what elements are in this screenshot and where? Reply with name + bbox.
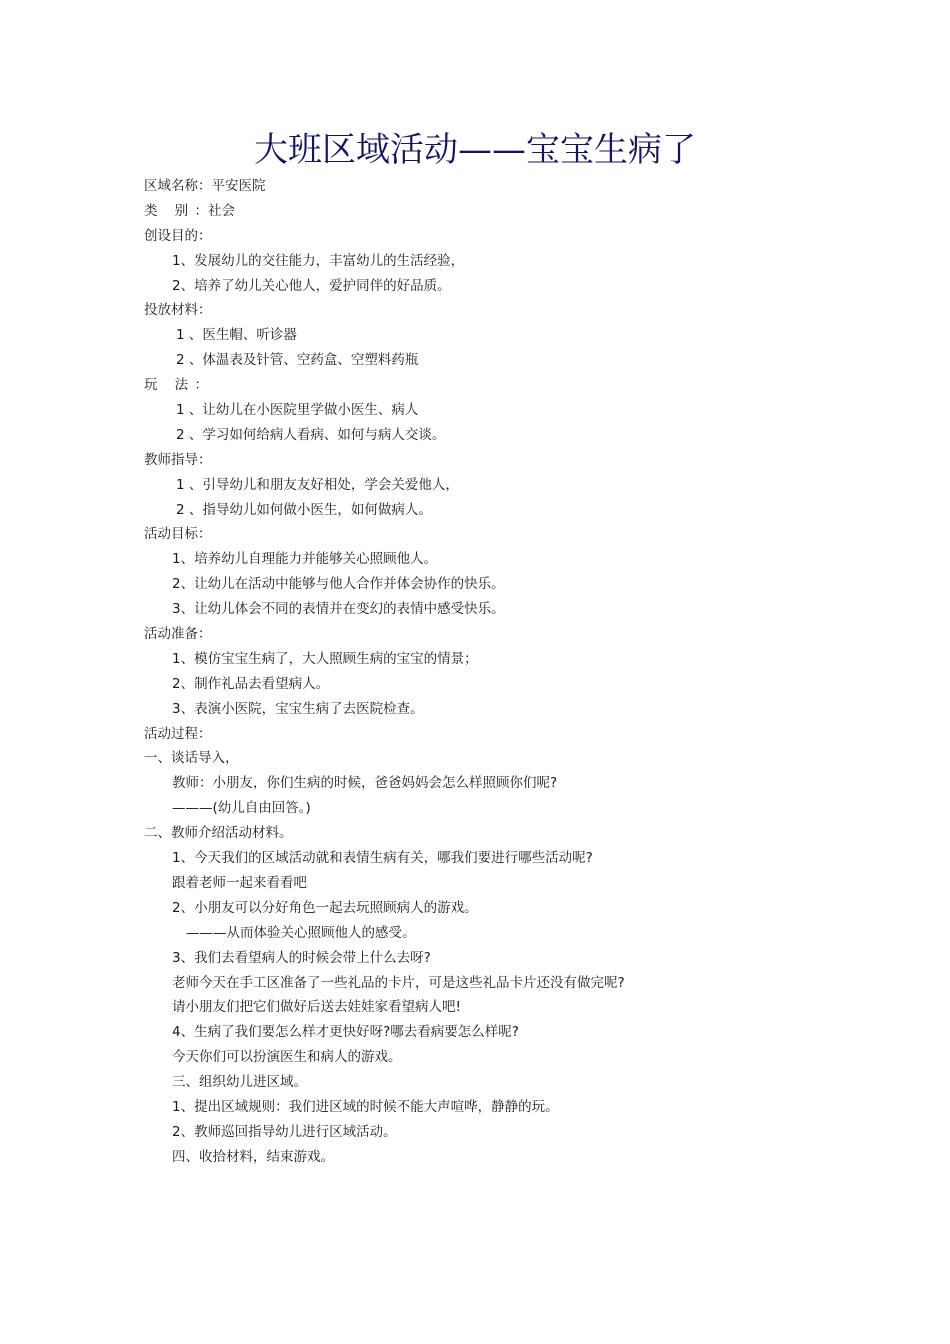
step4-heading: 四、收拾材料，结束游戏。: [172, 1148, 334, 1165]
document-body: [144, 174, 864, 1170]
category-value: 社会: [208, 202, 235, 219]
goals-item: 1、培养幼儿自理能力并能够关心照顾他人。: [172, 551, 438, 568]
step3-heading: 三、组织幼儿进区域。: [172, 1074, 307, 1091]
preparation-heading: 活动准备：: [144, 626, 212, 643]
guidance-item: 2 、指导幼儿如何做小医生，如何做病人。: [176, 501, 432, 518]
preparation-item: 2、制作礼品去看望病人。: [172, 675, 330, 692]
purpose-item: 1、发展幼儿的交往能力，丰富幼儿的生活经验，: [172, 252, 465, 269]
play-heading: [144, 373, 864, 398]
step1-line: 教师：小朋友，你们生病的时候，爸爸妈妈会怎么样照顾你们呢?: [172, 775, 558, 792]
step3-line: 2、教师巡回指导幼儿进行区域活动。: [172, 1123, 397, 1140]
purpose-item: 2、培养了幼儿关心他人，爱护同伴的好品质。: [172, 277, 451, 294]
step2-line: ———从而体验关心照顾他人的感受。: [186, 924, 416, 941]
purpose-heading: 创设目的：: [144, 227, 212, 244]
step2-line: 1、今天我们的区域活动就和表情生病有关，哪我们要进行哪些活动呢?: [172, 850, 593, 867]
step2-line: 请小朋友们把它们做好后送去娃娃家看望病人吧!: [172, 999, 461, 1016]
guidance-heading: 教师指导：: [144, 451, 212, 468]
materials-heading: 投放材料：: [144, 302, 212, 319]
goals-heading: 活动目标：: [144, 526, 212, 543]
play-item: 2 、学习如何给病人看病、如何与病人交谈。: [176, 426, 446, 443]
process-heading: 活动过程：: [144, 725, 212, 742]
step2-line: 今天你们可以扮演医生和病人的游戏。: [172, 1049, 402, 1066]
goals-item: 2、让幼儿在活动中能够与他人合作并体会协作的快乐。: [172, 576, 505, 593]
step2-heading: 二、教师介绍活动材料。: [144, 825, 293, 842]
category-line: [144, 199, 864, 224]
materials-item: 2 、体温表及针管、空药盒、空塑料药瓶: [176, 352, 419, 369]
step1-heading: 一、谈话导入，: [144, 750, 239, 767]
play-label: 玩 法：: [144, 377, 208, 394]
step2-line: 老师今天在手工区准备了一些礼品的卡片，可是这些礼品卡片还没有做完呢?: [172, 974, 625, 991]
step2-line: 跟着老师一起来看看吧: [172, 874, 307, 891]
preparation-item: 1、模仿宝宝生病了，大人照顾生病的宝宝的情景；: [172, 650, 478, 667]
preparation-item: 3、表演小医院，宝宝生病了去医院检查。: [172, 700, 424, 717]
category-label: 类 别：: [144, 202, 208, 219]
step2-line: 2、小朋友可以分好角色一起去玩照顾病人的游戏。: [172, 899, 478, 916]
step2-line: 4、生病了我们要怎么样才更快好呀?哪去看病要怎么样呢?: [172, 1024, 519, 1041]
document-title: 大班区域活动——宝宝生病了: [254, 130, 696, 170]
materials-item: 1 、医生帽、听诊器: [176, 327, 297, 344]
guidance-item: 1 、引导幼儿和朋友友好相处，学会关爱他人，: [176, 476, 459, 493]
step2-line: 3、我们去看望病人的时候会带上什么去呀?: [172, 949, 431, 966]
play-item: 1 、让幼儿在小医院里学做小医生、病人: [176, 402, 419, 419]
step3-line: 1、提出区域规则：我们进区域的时候不能大声喧哗，静静的玩。: [172, 1098, 559, 1115]
step1-line: ———(幼儿自由回答。): [172, 800, 311, 817]
area-name-line: 区域名称：平安医院: [144, 178, 266, 194]
goals-item: 3、让幼儿体会不同的表情并在变幻的表情中感受快乐。: [172, 601, 505, 618]
